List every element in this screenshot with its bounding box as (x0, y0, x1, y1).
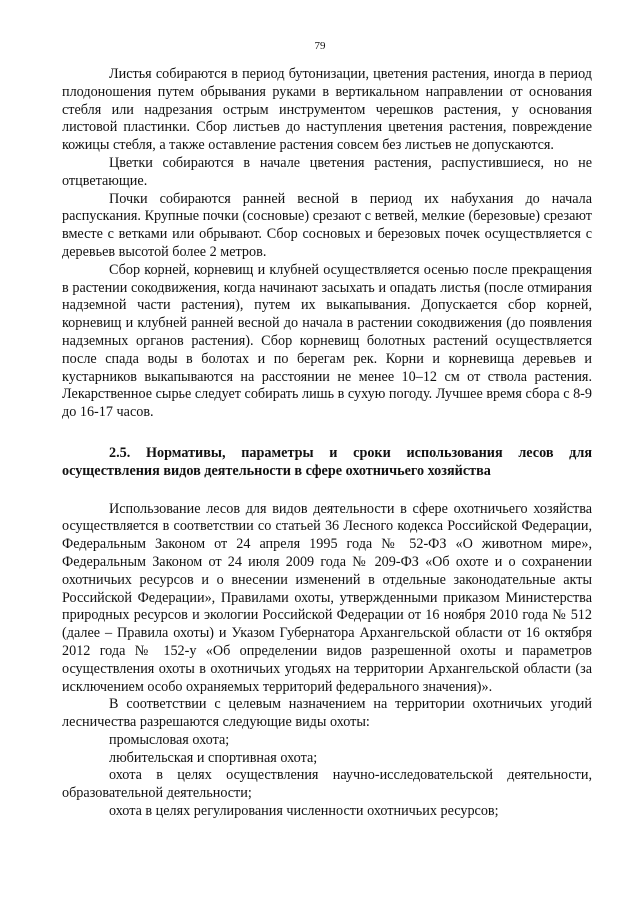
paragraph-permitted-hunting: В соответствии с целевым назначением на территории охотничьих угодий лесничества разрешаются следующие виды охоты: (62, 696, 592, 731)
document-body (62, 66, 592, 821)
list-item-research-hunting: охота в целях осуществления научно-исследовательской деятельности, образовательной деятельности; (62, 767, 592, 802)
list-item-regulation-hunting: охота в целях регулирования численности охотничьих ресурсов; (109, 803, 499, 820)
section-heading: 2.5. Нормативы, параметры и сроки использования лесов для осуществления видов деятельности в сфере охотничьего хозяйства (62, 444, 592, 479)
paragraph-leaves: Листья собираются в период бутонизации, цветения растения, иногда в период плодоношения путем обрывания руками в вертикальном направлении от основания стебля или надрезания острым инструментом черешков растения, у основания листовой пластинки. Сбор листьев до наступления цветения растения, повреждение кожицы стебля, а также оставление растения совсем без листьев не допускаются. (62, 66, 592, 154)
paragraph-buds: Почки собираются ранней весной в период их набухания до начала распускания. Крупные почки (сосновые) срезают с ветвей, мелкие (березовые) срезают вместе с ветками или обрывают. Сбор сосновых и березовых почек осуществляется с деревьев высотой более 2 метров. (62, 190, 592, 260)
paragraph-legal-basis: Использование лесов для видов деятельности в сфере охотничьего хозяйства осуществляется в соответствии со статьей 36 Лесного кодекса Российской Федерации, Федеральным Законом от 24 апреля 1995 года № 52-ФЗ «О животном мире», Федеральным Законом от 24 июля 2009 года № 209-ФЗ «Об охоте и о сохранении охотничьих ресурсов и о внесении изменений в отдельные законодательные акты Российской Федерации», Правилами охоты, утвержденными приказом Министерства природных ресурсов и экологии Российской Федерации от 16 ноября 2010 года № 512 (далее – Правила охоты) и Указом Губернатора Архангельской области от 16 октября 2012 года № 152-у «Об определении видов разрешенной охоты и параметров осуществления охоты в охотничьих угодьях на территории Архангельской области (за исключением особо охраняемых территорий федерального значения)». (62, 500, 592, 695)
page-number: 79 (314, 40, 326, 52)
list-item-commercial-hunting: промысловая охота; (109, 731, 230, 748)
paragraph-flowers: Цветки собираются в начале цветения растения, распустившиеся, но не отцветающие. (62, 154, 592, 189)
paragraph-roots: Сбор корней, корневищ и клубней осуществляется осенью после прекращения в растении сокодвижения, когда начинают засыхать и опадать листья (после отмирания надземной части растения), путем их выкапывания. Допускается сбор корней, корневищ и клубней ранней весной до начала в растении сокодвижения (до появления надземных органов растения). Сбор корневищ болотных растений осуществляется после спада воды в болотах и по берегам рек. Корни и корневища деревьев и кустарников выкапываются на расстоянии не менее 10–12 см от ствола растения. Лекарственное сырье следует собирать лишь в сухую погоду. Лучшее время сбора с 8-9 до 16-17 часов. (62, 261, 592, 421)
list-item-amateur-hunting: любительская и спортивная охота; (109, 749, 318, 766)
